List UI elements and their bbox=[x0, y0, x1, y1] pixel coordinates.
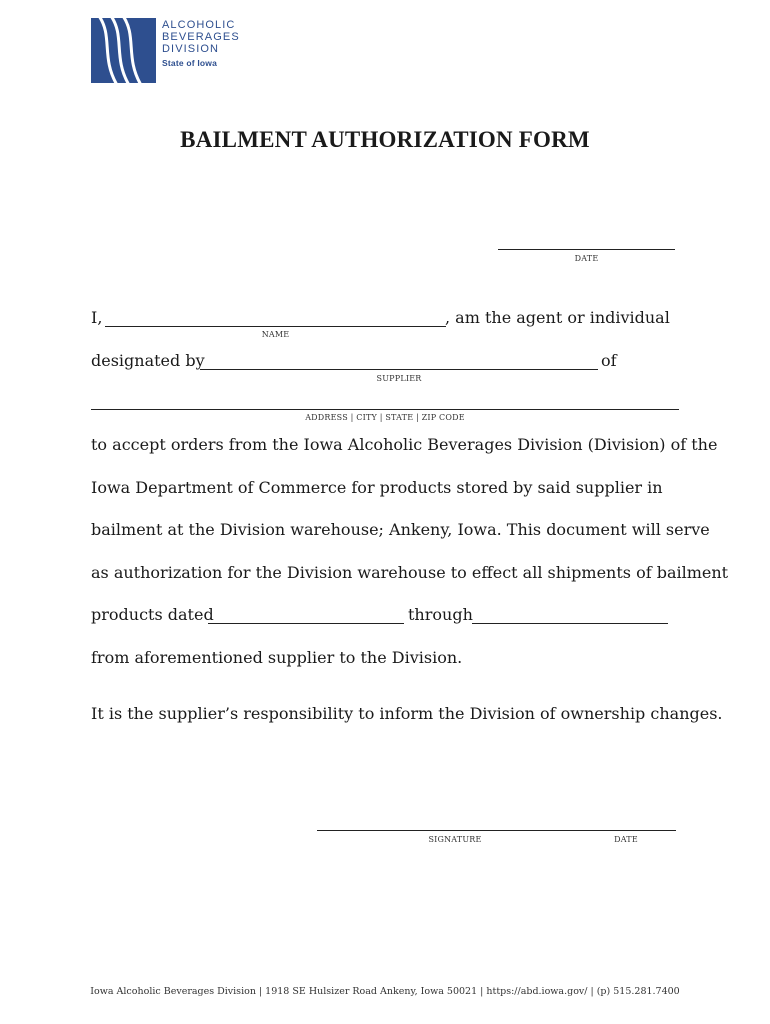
supplier-prefix: designated by bbox=[91, 351, 205, 370]
through-label: through bbox=[408, 605, 473, 624]
signature-date-caption: DATE bbox=[614, 835, 638, 844]
address-field[interactable] bbox=[91, 409, 679, 410]
supplier-suffix: of bbox=[601, 351, 617, 370]
logo-line: BEVERAGES bbox=[162, 31, 240, 43]
name-caption: NAME bbox=[261, 330, 290, 339]
footer-contact: Iowa Alcoholic Beverages Division | 1918 SE Hulsizer Road Ankeny, Iowa 50021 | https://abd.iowa.gov/ | (p) 515.281.7400 bbox=[90, 986, 680, 997]
name-field[interactable] bbox=[105, 326, 446, 327]
name-suffix: , am the agent or individual bbox=[445, 308, 670, 327]
logo-line: DIVISION bbox=[162, 43, 220, 55]
start-date-field[interactable] bbox=[208, 623, 404, 624]
dated-prefix: products dated bbox=[91, 605, 214, 624]
closing-line: from aforementioned supplier to the Division. bbox=[91, 648, 463, 667]
paragraph-line: bailment at the Division warehouse; Ankeny, Iowa. This document will serve bbox=[91, 520, 710, 539]
wave-logo-icon bbox=[91, 18, 156, 83]
logo-line: ALCOHOLIC bbox=[162, 19, 236, 31]
logo-subtitle: State of Iowa bbox=[162, 58, 218, 68]
date-caption: DATE bbox=[574, 254, 599, 263]
date-field[interactable] bbox=[498, 249, 675, 250]
name-prefix: I, bbox=[91, 308, 103, 327]
logo-text bbox=[162, 19, 240, 69]
supplier-field[interactable] bbox=[200, 369, 598, 370]
paragraph-line: to accept orders from the Iowa Alcoholic Beverages Division (Division) of the bbox=[91, 435, 718, 454]
paragraph-line: Iowa Department of Commerce for products stored by said supplier in bbox=[91, 478, 663, 497]
responsibility-line: It is the supplier’s responsibility to inform the Division of ownership changes. bbox=[91, 704, 723, 723]
signature-caption: SIGNATURE bbox=[428, 835, 482, 844]
supplier-caption: SUPPLIER bbox=[376, 374, 422, 383]
end-date-field[interactable] bbox=[472, 623, 668, 624]
address-caption: ADDRESS | CITY | STATE | ZIP CODE bbox=[305, 413, 465, 422]
signature-field[interactable] bbox=[317, 830, 676, 831]
paragraph-line: as authorization for the Division warehouse to effect all shipments of bailment bbox=[91, 563, 729, 582]
form-title: BAILMENT AUTHORIZATION FORM bbox=[180, 127, 590, 152]
